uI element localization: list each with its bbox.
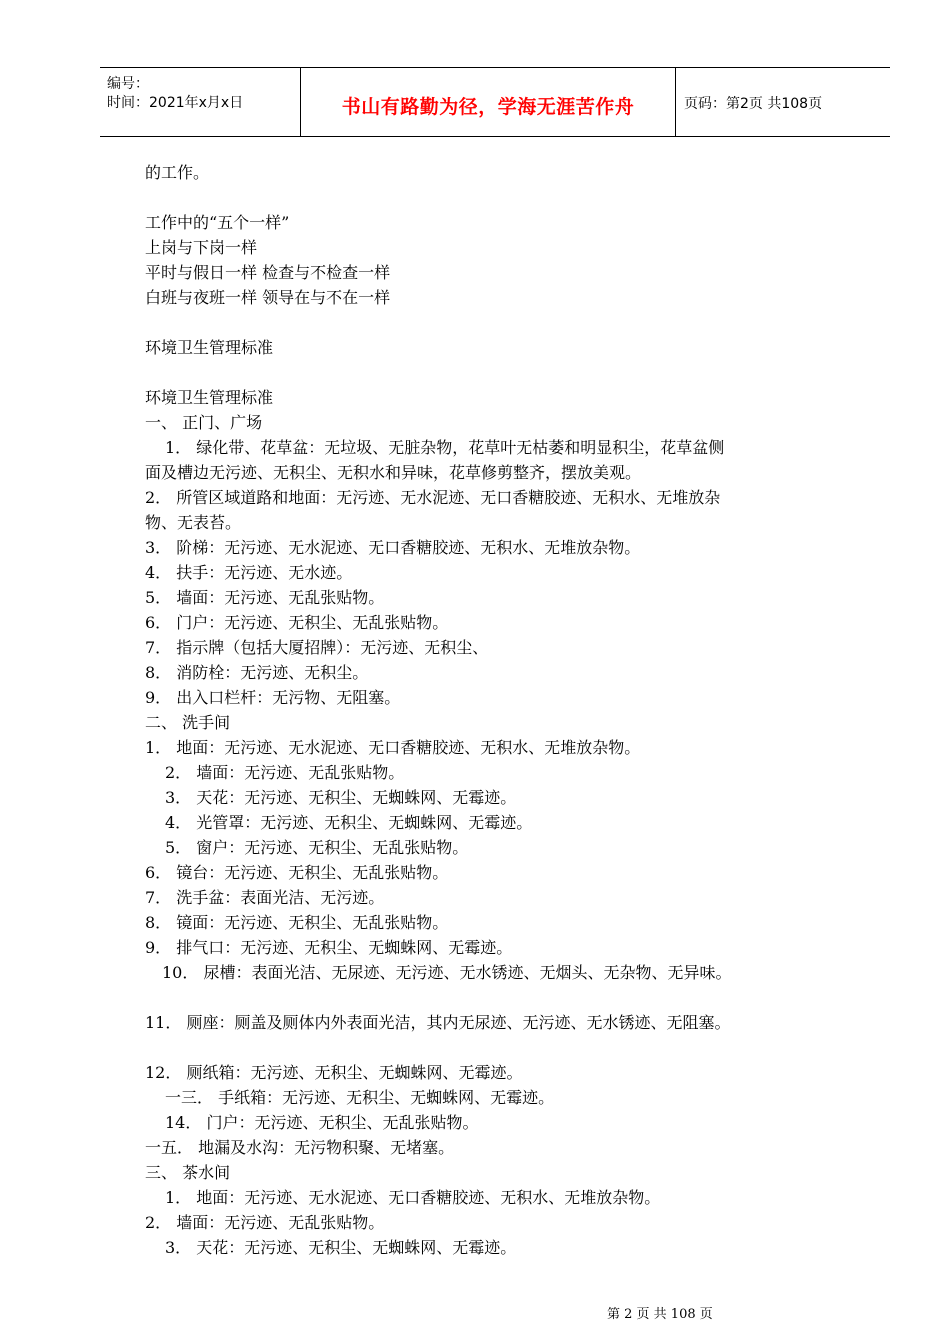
section-heading: 二、 洗手间 <box>145 713 231 732</box>
list-item: 物、无表苔。 <box>145 513 242 532</box>
body-line: 平时与假日一样 检查与不检查一样 <box>145 263 391 282</box>
body-line: 上岗与下岗一样 <box>145 238 258 257</box>
time-label: 时间：2021年x月x日 <box>107 95 244 111</box>
page-info-cell <box>675 68 890 136</box>
motto-cell <box>300 68 676 136</box>
list-item: 7． 洗手盆：表面光洁、无污迹。 <box>145 888 385 907</box>
page-footer: 第 2 页 共 108 页 <box>607 1307 713 1322</box>
list-item: 8． 消防栓：无污迹、无积尘。 <box>145 663 369 682</box>
list-item: 3． 天花：无污迹、无积尘、无蜘蛛网、无霉迹。 <box>165 788 517 807</box>
list-item: 5． 墙面：无污迹、无乱张贴物。 <box>145 588 385 607</box>
number-label: 编号： <box>107 76 149 92</box>
list-item: 1． 地面：无污迹、无水泥迹、无口香糖胶迹、无积水、无堆放杂物。 <box>145 738 641 757</box>
list-item: 14． 门户：无污迹、无积尘、无乱张贴物。 <box>165 1113 479 1132</box>
list-item: 2． 墙面：无污迹、无乱张贴物。 <box>145 1213 385 1232</box>
list-item: 4． 光管罩：无污迹、无积尘、无蜘蛛网、无霉迹。 <box>165 813 533 832</box>
list-item: 4． 扶手：无污迹、无水迹。 <box>145 563 353 582</box>
list-item: 7． 指示牌（包括大厦招牌）：无污迹、无积尘、 <box>145 638 489 657</box>
list-item: 3． 阶梯：无污迹、无水泥迹、无口香糖胶迹、无积水、无堆放杂物。 <box>145 538 641 557</box>
body-line: 的工作。 <box>145 163 210 182</box>
list-item: 6． 门户：无污迹、无积尘、无乱张贴物。 <box>145 613 449 632</box>
list-item: 10． 尿槽：表面光洁、无尿迹、无污迹、无水锈迹、无烟头、无杂物、无异味。 <box>162 963 732 982</box>
list-item: 11． 厕座：厕盖及厕体内外表面光洁，其内无尿迹、无污迹、无水锈迹、无阻塞。 <box>145 1013 731 1032</box>
section-heading: 三、 茶水间 <box>145 1163 231 1182</box>
page-info: 页码：第2页 共108页 <box>684 96 823 112</box>
motto-text: 书山有路勤为径，学海无涯苦作舟 <box>341 95 635 118</box>
list-item: 3． 天花：无污迹、无积尘、无蜘蛛网、无霉迹。 <box>165 1238 517 1257</box>
list-item: 1． 地面：无污迹、无水泥迹、无口香糖胶迹、无积水、无堆放杂物。 <box>165 1188 661 1207</box>
body-line: 白班与夜班一样 领导在与不在一样 <box>145 288 391 307</box>
list-item: 12． 厕纸箱：无污迹、无积尘、无蜘蛛网、无霉迹。 <box>145 1063 523 1082</box>
document-header <box>100 67 890 137</box>
list-item: 9． 排气口：无污迹、无积尘、无蜘蛛网、无霉迹。 <box>145 938 513 957</box>
list-item: 2． 墙面：无污迹、无乱张贴物。 <box>165 763 405 782</box>
section-heading: 环境卫生管理标准 <box>145 338 274 357</box>
list-item: 2． 所管区域道路和地面：无污迹、无水泥迹、无口香糖胶迹、无积水、无堆放杂 <box>145 488 721 507</box>
list-item: 8． 镜面：无污迹、无积尘、无乱张贴物。 <box>145 913 449 932</box>
header-meta-cell <box>100 68 300 136</box>
list-item: 9． 出入口栏杆：无污物、无阻塞。 <box>145 688 401 707</box>
list-item: 1． 绿化带、花草盆：无垃圾、无脏杂物，花草叶无枯萎和明显积尘，花草盆侧 <box>165 438 725 457</box>
section-heading: 一、 正门、广场 <box>145 413 263 432</box>
list-item: 面及槽边无污迹、无积尘、无积水和异味，花草修剪整齐，摆放美观。 <box>145 463 642 482</box>
list-item: 5． 窗户：无污迹、无积尘、无乱张贴物。 <box>165 838 469 857</box>
list-item: 6． 镜台：无污迹、无积尘、无乱张贴物。 <box>145 863 449 882</box>
list-item: 一三． 手纸箱：无污迹、无积尘、无蜘蛛网、无霉迹。 <box>165 1088 555 1107</box>
list-item: 一五． 地漏及水沟：无污物积聚、无堵塞。 <box>145 1138 455 1157</box>
body-line: 工作中的“五个一样” <box>145 213 290 232</box>
section-heading: 环境卫生管理标准 <box>145 388 274 407</box>
